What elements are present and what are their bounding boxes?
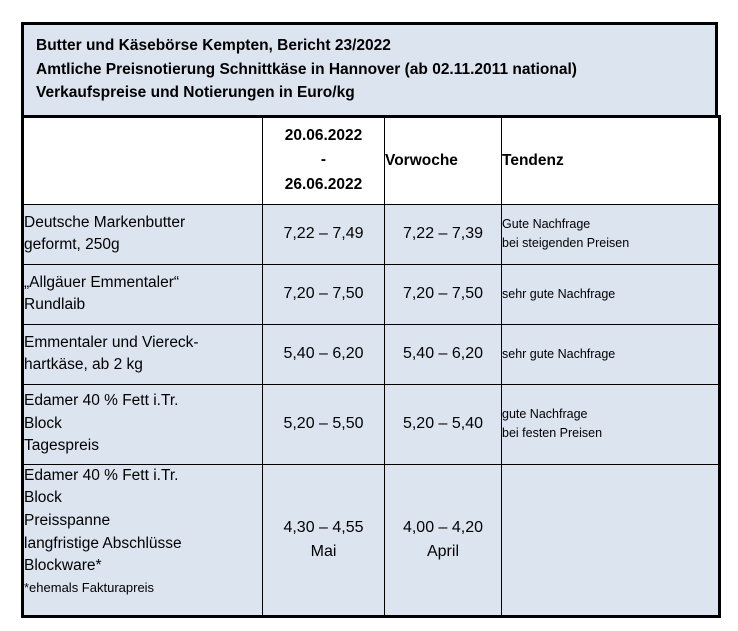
row-label-line: Block bbox=[24, 414, 62, 432]
row-label-line: Preisspanne bbox=[24, 511, 111, 529]
row-current-price: 4,30 – 4,55 bbox=[283, 519, 364, 537]
table-row bbox=[23, 204, 720, 264]
row-previous-price-cell bbox=[385, 324, 502, 384]
row-previous-price: 5,40 – 6,20 bbox=[402, 345, 484, 363]
header-cell-trend: Tendenz bbox=[502, 116, 720, 204]
header-cell-product bbox=[23, 116, 263, 204]
row-trend-cell bbox=[502, 204, 720, 264]
row-trend-line: sehr gute Nachfrage bbox=[502, 286, 616, 301]
row-previous-price-cell bbox=[385, 264, 502, 324]
row-label-line: hartkäse, ab 2 kg bbox=[24, 356, 143, 374]
row-previous-price-cell bbox=[385, 384, 502, 464]
row-trend-line: gute Nachfrage bbox=[502, 407, 588, 422]
row-previous-price: 7,20 – 7,50 bbox=[402, 285, 484, 303]
row-label-cell bbox=[23, 384, 263, 464]
row-trend-line: sehr gute Nachfrage bbox=[502, 346, 616, 361]
row-label-line: geformt, 250g bbox=[24, 236, 120, 254]
table-row bbox=[23, 384, 720, 464]
row-previous-price-cell bbox=[385, 464, 502, 616]
header-current-period-line-1: 20.06.2022 bbox=[284, 126, 363, 144]
row-label-line: Tagespreis bbox=[24, 437, 99, 455]
row-trend-cell bbox=[502, 264, 720, 324]
row-label-line: Edamer 40 % Fett i.Tr. bbox=[24, 392, 179, 410]
row-current-price-cell bbox=[263, 324, 385, 384]
table-row bbox=[23, 464, 720, 616]
row-label-cell bbox=[23, 464, 263, 616]
row-trend-line: bei steigenden Preisen bbox=[502, 236, 630, 251]
header-current-period-line-2: - bbox=[320, 151, 327, 169]
row-trend-line: bei festen Preisen bbox=[502, 426, 603, 441]
row-label-cell bbox=[23, 204, 263, 264]
header-cell-previous-week: Vorwoche bbox=[385, 116, 502, 204]
row-label-line: Blockware* bbox=[24, 557, 102, 575]
row-label-line: Deutsche Markenbutter bbox=[24, 213, 186, 231]
row-current-price: 5,20 – 5,50 bbox=[283, 415, 364, 433]
report-title-line-3: Verkaufspreise und Notierungen in Euro/kg bbox=[36, 84, 355, 102]
row-label-line: Block bbox=[24, 489, 62, 507]
table-header-row bbox=[23, 116, 720, 204]
price-table bbox=[21, 115, 721, 618]
row-current-price-month: Mai bbox=[310, 542, 337, 560]
table-body bbox=[23, 204, 720, 616]
row-label-cell bbox=[23, 264, 263, 324]
report-title-block bbox=[21, 22, 718, 118]
row-label-footnote: *ehemals Fakturapreis bbox=[24, 579, 155, 595]
row-current-price-cell bbox=[263, 464, 385, 616]
row-previous-price-month: April bbox=[426, 542, 459, 560]
row-trend-cell bbox=[502, 324, 720, 384]
price-report bbox=[21, 22, 718, 618]
row-current-price: 5,40 – 6,20 bbox=[283, 345, 364, 363]
header-current-period-line-3: 26.06.2022 bbox=[284, 175, 363, 193]
row-current-price: 7,22 – 7,49 bbox=[283, 225, 364, 243]
row-label-line: Rundlaib bbox=[24, 296, 86, 314]
table-row bbox=[23, 324, 720, 384]
row-trend-cell bbox=[502, 384, 720, 464]
row-current-price: 7,20 – 7,50 bbox=[283, 285, 364, 303]
row-trend-cell bbox=[502, 464, 720, 616]
row-previous-price-cell bbox=[385, 204, 502, 264]
row-previous-price: 4,00 – 4,20 bbox=[402, 519, 484, 537]
row-current-price-cell bbox=[263, 384, 385, 464]
table-row bbox=[23, 264, 720, 324]
row-current-price-cell bbox=[263, 264, 385, 324]
row-previous-price: 7,22 – 7,39 bbox=[402, 225, 484, 243]
report-title-line-1: Butter und Käsebörse Kempten, Bericht 23/2022 bbox=[36, 37, 391, 54]
row-current-price-cell bbox=[263, 204, 385, 264]
row-previous-price: 5,20 – 5,40 bbox=[402, 415, 484, 433]
row-trend-line: Gute Nachfrage bbox=[502, 217, 591, 232]
row-label-line: Emmentaler und Viereck- bbox=[24, 333, 199, 351]
row-label-cell bbox=[23, 324, 263, 384]
report-title-line-2: Amtliche Preisnotierung Schnittkäse in Hannover (ab 02.11.2011 national) bbox=[36, 60, 577, 78]
row-label-line: Edamer 40 % Fett i.Tr. bbox=[24, 466, 179, 484]
row-label-line: „Allgäuer Emmentaler“ bbox=[24, 273, 180, 291]
row-label-line: langfristige Abschlüsse bbox=[24, 534, 182, 552]
header-cell-current-period bbox=[263, 116, 385, 204]
